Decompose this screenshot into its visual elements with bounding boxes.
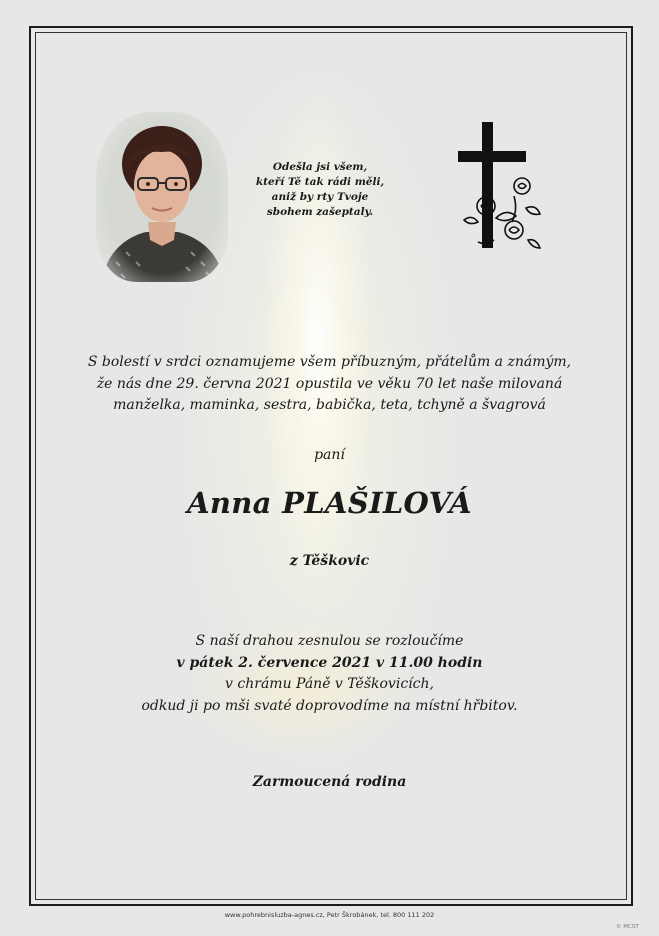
verse-line: aniž by rty Tvoje [271, 191, 369, 203]
salutation: paní [314, 447, 345, 463]
announcement-line: S bolestí v srdci oznamujeme všem příbuzným, přátelům a známým, [87, 354, 572, 370]
portrait-photo [96, 112, 228, 282]
funeral-line: v chrámu Páně v Těškovicích, [225, 676, 434, 692]
funeral-details [40, 631, 619, 717]
cross-with-roses-icon [456, 122, 546, 256]
verse-line: Odešla jsi všem, [272, 161, 368, 173]
watermark: © MCST [616, 924, 639, 930]
deceased-origin: z Těškovic [289, 553, 370, 569]
verse-line: kteří Tě tak rádi měli, [255, 176, 385, 188]
family-signature: Zarmoucená rodina [252, 774, 407, 790]
announcement-text [40, 352, 619, 417]
announcement-line: že nás dne 29. června 2021 opustila ve věku 70 let naše milovaná [96, 375, 563, 392]
funeral-date-time: v pátek 2. července 2021 v 11.00 hodin [176, 654, 483, 671]
announcement-line: manželka, maminka, sestra, babička, teta, tchyně a švagrová [113, 397, 546, 413]
funeral-line: odkud ji po mši svaté doprovodíme na místní hřbitov. [141, 697, 518, 714]
memorial-verse [240, 160, 400, 220]
funeral-line: S naší drahou zesnulou se rozloučíme [195, 633, 464, 649]
funeral-service-footer: www.pohrebnisluzba-agnes.cz, Petr Škrobánek, tel. 800 111 202 [224, 911, 435, 919]
verse-line: sbohem zašeptaly. [266, 206, 374, 218]
deceased-name: Anna PLAŠILOVÁ [187, 486, 472, 520]
